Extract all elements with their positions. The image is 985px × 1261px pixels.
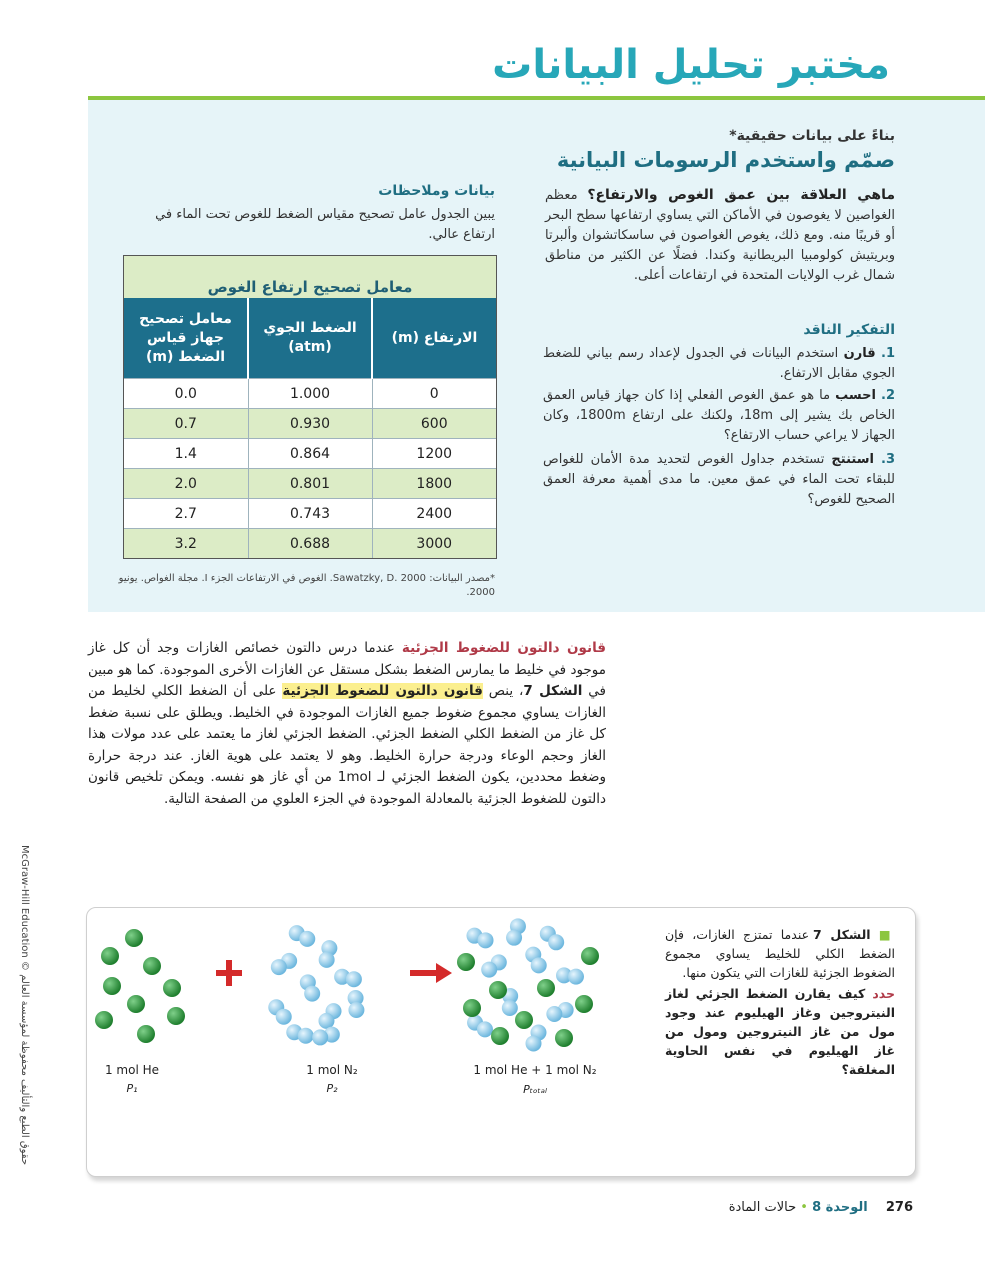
nitrogen-atom [319,952,335,968]
lab-intro-text: معظم الغواصين لا يغوصون في الأماكن التي يساوي ارتفاعها سطح البحر أو قريبًا منه. ومع ذلك، يغوص الغواصون في ساسكاتشوان وألبرتا وبريتيش كولومبيا البريطانية وكندا. فضلًا عن الكثير من مناطق شمال غرب الولايات المتحدة في ارتفاعات أعلى. [545,188,895,283]
nitrogen-molecule [556,967,584,984]
correction-table [123,255,497,559]
lab-heading: صمّم واستخدم الرسومات البيانية [556,148,895,172]
nitrogen-molecule [546,1002,573,1022]
nitrogen-atom [298,1028,314,1044]
helium-atom [457,953,475,971]
question-text: تستخدم جداول الغوص لتحديد مدة الأمان للغواص للبقاء تحت الماء في عمق معين. ما مدى أهمية معرفة العمق الصحيح للغوص؟ [543,452,895,507]
table-cell: 0.743 [248,499,372,529]
question-verb: احسب [835,388,876,403]
question-number: 2. [881,388,895,403]
column-header: معامل تصحيح جهاز قياس الضغط (m) [124,298,248,379]
helium-atoms [95,929,185,1043]
helium-atom [463,999,481,1017]
figure-question-text: كيف يقارن الضغط الجزئي لغاز النيتروجين وغاز الهيليوم عند وجود مول من غاز النيتروجين ومول من غاز الهيليوم في نفس الحاوية المغلقة؟ [665,986,895,1077]
helium-atom [515,1011,533,1029]
question-text: استخدم البيانات في الجدول لإعداد رسم بياني للضغط الجوي مقابل الارتفاع. [543,346,895,381]
nitrogen-atom [346,971,362,987]
figure-question [665,984,895,1079]
nitrogen-molecule [481,954,507,977]
table-row [124,379,496,409]
page-footer [729,1200,913,1215]
table-cell: 0.930 [248,409,372,439]
figure-caption [665,925,895,1079]
table-cell: 2400 [372,499,496,529]
nitrogen-atom [506,930,522,946]
question-verb: قارن [843,346,876,361]
copyright-text: McGraw-Hill Education © حقوق الطبع والتأليف محفوظة لمؤسسة العالم [19,845,30,1166]
table-cell: 1200 [372,439,496,469]
gas-mixture [457,918,599,1051]
helium-atom [95,1011,113,1029]
helium-atom [575,995,593,1013]
table-cell: 3000 [372,529,496,559]
data-observations-title: بيانات وملاحظات [378,183,495,199]
nitrogen-molecule [506,918,526,945]
table-cell: 0.801 [248,469,372,499]
helium-atom [101,947,119,965]
helium-atom [581,947,599,965]
nitrogen-molecule [334,969,362,987]
lab-kicker: بناءً على بيانات حقيقية* [729,128,895,144]
footer-separator: • [800,1200,808,1215]
helium-atom [127,995,145,1013]
figure-caption-head: الشكل 7 [813,927,871,942]
helium-atom [163,979,181,997]
question-1 [543,344,895,384]
nitrogen-molecule [271,953,297,975]
body-text-2: ، ينص [482,683,524,699]
nitrogen-atom [531,957,547,973]
data-table [124,298,496,558]
copyright-sidebar [14,845,36,1165]
table-cell: 3.2 [124,529,248,559]
nitrogen-atom [299,931,315,947]
nitrogen-atom [271,959,287,975]
question-verb: استنتج [831,452,874,467]
nitrogen-molecule [318,1003,341,1029]
table-cell: 0.7 [124,409,248,439]
bullet-icon: ■ [878,927,896,942]
key-term: قانون دالتون للضغوط الجزئية [401,640,606,656]
nitrogen-atom [481,962,497,978]
helium-atom [537,979,555,997]
nitrogen-molecule [319,940,338,968]
pressure-p1: P₁ [126,1082,138,1095]
nitrogen-molecule [268,999,291,1024]
table-cell: 1.000 [248,379,372,409]
nitrogen-atom [546,1006,562,1022]
table-cell: 2.7 [124,499,248,529]
body-text-3: على أن الضغط الكلي لخليط من الغازات يساوي مجموع ضغوط جميع الغازات الموجودة في الخليط. ويطلق على نسبة ضغط كل غاز من الضغط الكلي الضغط الجزئي. الضغط الجزئي لغاز ما يعتمد على عدد مولات هذا الغاز وحجم الوعاء ودرجة حرارة الخليط. وهو لا يعتمد على هوية الغاز. عند درجة حرارة وضغط محددين، يكون الضغط الجزئي لـ 1mol من أي غاز هو نفسه. ويمكن تلخيص قانون دالتون للضغوط الجزئية بالمعادلة الموجودة في الجزء العلوي من الصفحة التالية. [88,683,606,807]
nitrogen-atom [318,1013,334,1029]
column-header: الضغط الجوي (atm) [248,298,372,379]
nitrogen-molecule [312,1027,340,1046]
table-cell: 2.0 [124,469,248,499]
page-number: 276 [885,1200,913,1215]
table-cell: 1800 [372,469,496,499]
table-row [124,469,496,499]
helium-atom [489,981,507,999]
nitrogen-atom [276,1009,292,1025]
nitrogen-molecule [348,990,365,1018]
table-cell: 0.864 [248,439,372,469]
arrow-right-icon [410,963,452,983]
nitrogen-atom [348,1002,364,1018]
table-cell: 1.4 [124,439,248,469]
table-cell: 0.0 [124,379,248,409]
helium-atom [555,1029,573,1047]
figure-question-verb: حدد [872,986,895,1001]
chapter-label: حالات المادة [728,1200,797,1215]
lab-intro [545,185,895,286]
helium-atom [491,1027,509,1045]
nitrogen-molecule [466,928,493,949]
pressure-p2: P₂ [326,1082,338,1095]
table-row [124,499,496,529]
data-observations-text: يبين الجدول عامل تصحيح مقياس الضغط للغوص تحت الماء في ارتفاع عالي. [155,207,495,242]
question-2 [543,386,895,446]
figure-caption-text: عندما تمتزج الغازات، فإن الضغط الكلي للخليط يساوي مجموع الضغوط الجزئية للغازات التي يتكون منها. [665,927,895,980]
label-mixture: 1 mol He + 1 mol N₂ [473,1063,597,1077]
nitrogen-atom [312,1029,328,1045]
helium-atom [103,977,121,995]
helium-atom [137,1025,155,1043]
nitrogen-atom [526,1035,542,1051]
nitrogen-molecules [268,925,364,1045]
unit-label: الوحدة 8 [812,1200,868,1215]
lab-question-head: ماهي العلاقة بين عمق الغوص والارتفاع؟ [587,187,895,203]
table-caption: معامل تصحيح ارتفاع الغوص [124,256,496,298]
table-row [124,409,496,439]
gas-mixing-illustration [90,908,620,1068]
critical-thinking-title: التفكير الناقد [803,322,895,338]
label-helium: 1 mol He [104,1063,160,1077]
table-cell: 0 [372,379,496,409]
question-number: 3. [880,452,895,467]
helium-atom [167,1007,185,1025]
nitrogen-molecule [526,1025,547,1052]
nitrogen-atom [502,1000,518,1016]
nitrogen-atom [478,932,494,948]
table-cell: 600 [372,409,496,439]
column-header: الارتفاع (m) [372,298,496,379]
body-text-1: عندما درس دالتون خصائص الغازات وجد أن كل غاز موجود في خليط ما يمارس الضغط بشكل مستقل عن الغازات الأخرى الموجودة. كما هو مبين في [88,640,607,699]
table-cell: 0.688 [248,529,372,559]
question-text: ما هو عمق الغوص الفعلي إذا كان جهاز قياس العمق الخاص بك يشير إلى 18m، ولكنك على ارتفاع 1800m، وكان الجهاز لا يراعي حساب الارتفاع؟ [543,388,895,443]
nitrogen-molecule [289,925,316,947]
question-number: 1. [880,346,895,361]
label-nitrogen: 1 mol N₂ [306,1063,358,1077]
nitrogen-atom [477,1021,493,1037]
nitrogen-atom [548,934,564,950]
nitrogen-atom [568,969,584,985]
page-title: مختبر تحليل البيانات [492,42,890,88]
figure-reference: الشكل 7 [523,683,583,699]
helium-atom [125,929,143,947]
nitrogen-molecule [300,974,320,1001]
question-3 [543,450,895,510]
data-source-note: *مصدر البيانات: Sawatzky, D. 2000. الغوص في الارتفاعات الجزء I. مجلة الغواص. يونيو 2000. [118,573,495,598]
nitrogen-molecule [540,926,564,951]
nitrogen-molecule [525,947,546,974]
plus-icon [216,960,242,986]
nitrogen-molecule [467,1015,493,1038]
table-row [124,439,496,469]
nitrogen-atom [304,986,320,1002]
pressure-total: Pₜₒₜₐₗ [523,1083,547,1096]
highlighted-law: قانون دالتون للضغوط الجزئية [282,683,483,699]
body-paragraph [88,638,606,810]
nitrogen-molecule [286,1024,313,1044]
table-row [124,529,496,559]
helium-atom [143,957,161,975]
